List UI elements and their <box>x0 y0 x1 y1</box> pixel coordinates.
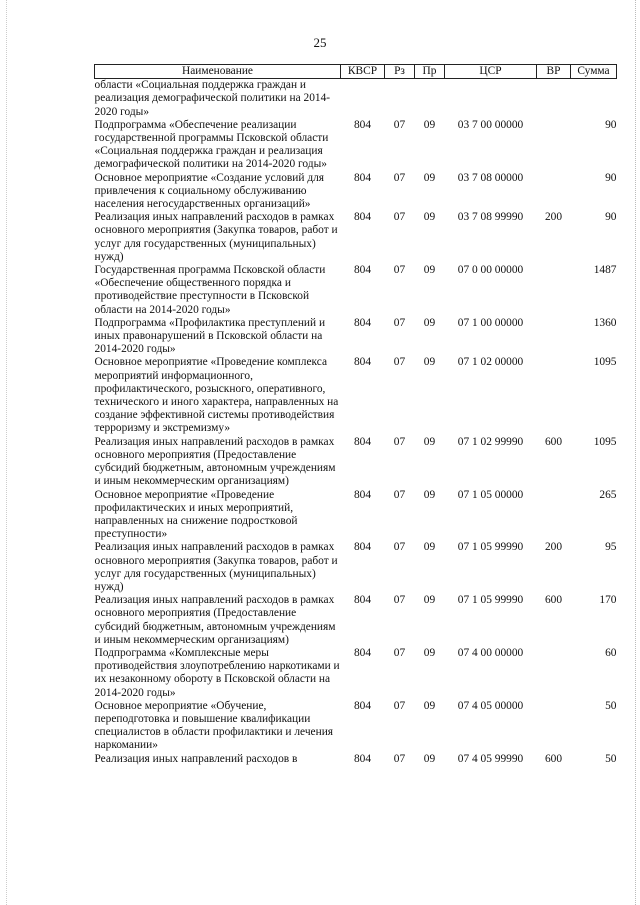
row-vr: 200 <box>544 541 563 554</box>
row-pr: 09 <box>423 118 436 131</box>
row-rz: 07 <box>393 211 406 224</box>
row-name: Подпрограмма «Обеспечение реализации государственной программы Псковской области «Социальная поддержка граждан и реализация демографической политики на 2014-2020 годы» <box>94 118 329 171</box>
row-name: области «Социальная поддержка граждан и реализация демографической политики на 2014-2020 годы» <box>94 79 331 118</box>
row-pr: 09 <box>423 646 436 659</box>
row-name: Основное мероприятие «Обучение, переподготовка и повышение квалификации специалистов в области профилактики и лечения наркомании» <box>94 699 334 752</box>
row-rz: 07 <box>393 264 406 277</box>
row-csr: 03 7 08 00000 <box>457 171 524 184</box>
row-csr: 07 1 05 99990 <box>457 541 524 554</box>
row-sum: 1360 <box>593 316 617 329</box>
row-rz: 07 <box>393 118 406 131</box>
row-pr: 09 <box>423 488 436 501</box>
table-row <box>95 211 617 264</box>
row-vr <box>537 119 571 172</box>
table-row <box>95 753 617 766</box>
header-csr: ЦСР <box>445 65 537 79</box>
row-vr: 200 <box>544 211 563 224</box>
table-header <box>95 65 617 79</box>
row-pr: 09 <box>423 356 436 369</box>
row-name: Реализация иных направлений расходов в рамках основного мероприятия (Закупка товаров, работ и услуг для государственных (муниципальных) нужд) <box>94 211 338 263</box>
row-vr <box>537 172 571 212</box>
table-row <box>95 317 617 357</box>
row-rz: 07 <box>393 594 406 607</box>
row-vr: 600 <box>544 752 563 765</box>
left-scan-edge <box>6 0 9 905</box>
row-pr: 09 <box>423 594 436 607</box>
row-kvsr: 804 <box>353 264 372 277</box>
row-pr: 09 <box>423 264 436 277</box>
row-rz: 07 <box>393 541 406 554</box>
row-vr <box>537 647 571 700</box>
header-pr: Пр <box>415 65 445 79</box>
row-vr: 600 <box>544 594 563 607</box>
table-row <box>95 356 617 435</box>
header-rz: Рз <box>385 65 415 79</box>
row-vr <box>537 79 571 119</box>
row-name: Реализация иных направлений расходов в <box>94 752 298 765</box>
row-csr: 07 0 00 00000 <box>457 264 524 277</box>
row-pr <box>415 79 445 119</box>
table-row <box>95 541 617 594</box>
row-sum: 50 <box>605 699 617 712</box>
row-rz: 07 <box>393 488 406 501</box>
row-pr: 09 <box>423 211 436 224</box>
row-sum: 90 <box>605 211 617 224</box>
header-name: Наименование <box>95 65 341 79</box>
row-name: Основное мероприятие «Создание условий для привлечения к социальному обслуживанию населения негосударственных организаций» <box>94 171 325 211</box>
row-sum: 50 <box>605 752 617 765</box>
row-csr: 07 4 00 00000 <box>457 646 524 659</box>
row-name: Реализация иных направлений расходов в рамках основного мероприятия (Предоставление субсидий бюджетным, автономным учреждениям и иным некоммерческим организациям) <box>94 435 336 488</box>
row-name: Основное мероприятие «Проведение профилактических и иных мероприятий, направленных на снижение подростковой преступности» <box>94 488 298 541</box>
row-sum: 265 <box>599 488 617 501</box>
row-pr: 09 <box>423 541 436 554</box>
row-csr: 07 1 02 00000 <box>457 356 524 369</box>
row-vr <box>537 264 571 317</box>
row-csr: 03 7 08 99990 <box>457 211 524 224</box>
row-vr <box>537 317 571 357</box>
row-pr: 09 <box>423 316 436 329</box>
row-kvsr: 804 <box>353 488 372 501</box>
row-kvsr: 804 <box>353 752 372 765</box>
row-kvsr: 804 <box>353 211 372 224</box>
row-sum: 90 <box>605 171 617 184</box>
table-row <box>95 700 617 753</box>
row-kvsr: 804 <box>353 171 372 184</box>
row-kvsr: 804 <box>353 316 372 329</box>
budget-table <box>94 64 617 766</box>
row-sum: 60 <box>605 646 617 659</box>
table-body <box>95 79 617 766</box>
row-sum <box>571 79 617 119</box>
row-name: Подпрограмма «Профилактика преступлений и иных правонарушений в Псковской области на 2014-2020 годы» <box>94 316 326 356</box>
row-kvsr: 804 <box>353 118 372 131</box>
row-sum: 1487 <box>593 264 617 277</box>
row-pr: 09 <box>423 171 436 184</box>
row-name: Реализация иных направлений расходов в рамках основного мероприятия (Закупка товаров, работ и услуг для государственных (муниципальных) нужд) <box>94 541 338 593</box>
row-rz: 07 <box>393 435 406 448</box>
row-rz: 07 <box>393 646 406 659</box>
row-vr: 600 <box>544 435 563 448</box>
row-csr <box>445 79 537 119</box>
table-row <box>95 647 617 700</box>
row-name: Реализация иных направлений расходов в рамках основного мероприятия (Предоставление субсидий бюджетным, автономным учреждениям и иным некоммерческим организациям) <box>94 594 336 646</box>
row-rz: 07 <box>393 699 406 712</box>
row-csr: 07 1 00 00000 <box>457 316 524 329</box>
row-pr: 09 <box>423 435 436 448</box>
table-row <box>95 119 617 172</box>
row-csr: 07 1 02 99990 <box>457 435 524 448</box>
row-sum: 90 <box>605 118 617 131</box>
row-kvsr: 804 <box>353 356 372 369</box>
row-kvsr: 804 <box>353 699 372 712</box>
row-rz <box>385 79 415 119</box>
row-rz: 07 <box>393 356 406 369</box>
row-csr: 07 1 05 99990 <box>457 594 524 607</box>
table-row <box>95 79 617 119</box>
page-number: 25 <box>313 35 327 50</box>
header-kvsr: КВСР <box>341 65 385 79</box>
table-row <box>95 264 617 317</box>
row-sum: 170 <box>599 594 617 607</box>
table-row <box>95 436 617 489</box>
row-name: Подпрограмма «Комплексные меры противодействия злоупотреблению наркотиками и их незаконному обороту в Псковской области на 2014-2020 годы» <box>94 646 340 699</box>
row-sum: 1095 <box>593 356 617 369</box>
table-row <box>95 594 617 647</box>
row-pr: 09 <box>423 752 436 765</box>
row-csr: 07 4 05 00000 <box>457 699 524 712</box>
header-vr: ВР <box>537 65 571 79</box>
row-kvsr: 804 <box>353 435 372 448</box>
row-pr: 09 <box>423 699 436 712</box>
table-row <box>95 489 617 542</box>
row-csr: 07 4 05 99990 <box>457 752 524 765</box>
row-kvsr: 804 <box>353 646 372 659</box>
row-csr: 07 1 05 00000 <box>457 488 524 501</box>
row-sum: 95 <box>605 541 617 554</box>
right-scan-edge <box>633 0 636 905</box>
row-sum: 1095 <box>593 435 617 448</box>
row-vr <box>537 489 571 542</box>
row-kvsr <box>341 79 385 119</box>
row-name: Основное мероприятие «Проведение комплекса мероприятий информационного, профилактического, розыскного, оперативного, технического и иного характера, направленных на создание эффективной системы противодействия терроризму и экстремизму» <box>94 356 339 435</box>
table-row <box>95 172 617 212</box>
row-name: Государственная программа Псковской области «Обеспечение общественного порядка и противодействие преступности в Псковской области на 2014-2020 годы» <box>94 264 326 316</box>
row-rz: 07 <box>393 171 406 184</box>
header-sum: Сумма <box>571 65 617 79</box>
row-kvsr: 804 <box>353 594 372 607</box>
row-kvsr: 804 <box>353 541 372 554</box>
row-vr <box>537 356 571 435</box>
row-rz: 07 <box>393 316 406 329</box>
row-vr <box>537 700 571 753</box>
row-rz: 07 <box>393 752 406 765</box>
row-csr: 03 7 00 00000 <box>457 118 524 131</box>
